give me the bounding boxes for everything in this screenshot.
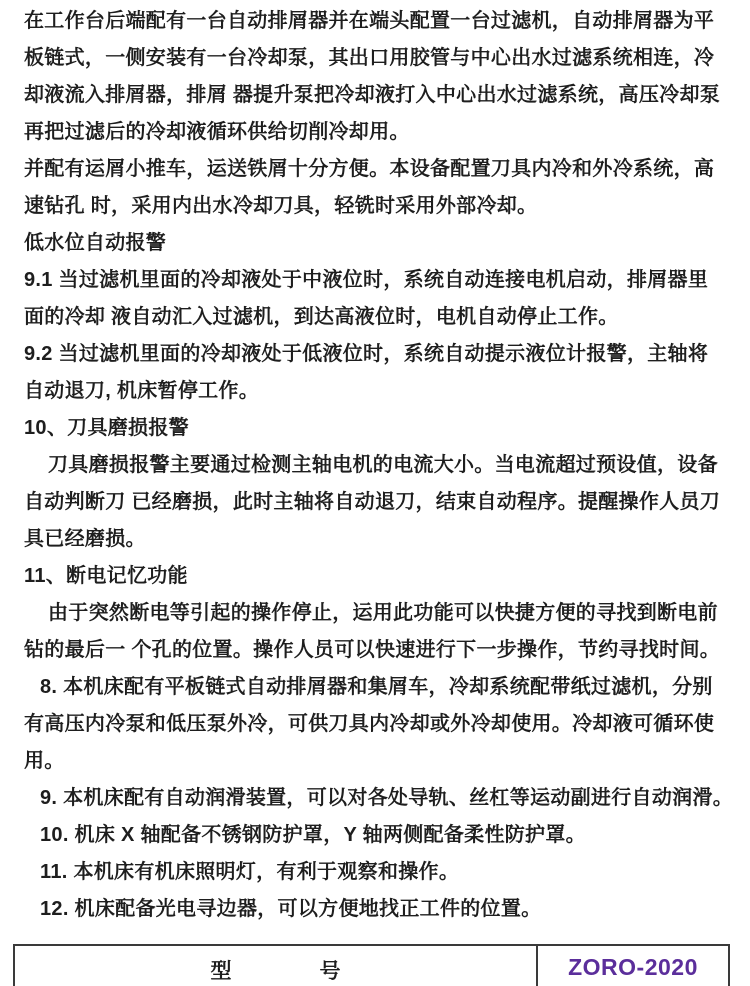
text-line: 10. 机床 X 轴配备不锈钢防护罩，Y 轴两侧配备柔性防护罩。	[40, 824, 586, 846]
model-label-cell	[15, 946, 538, 986]
text-line: 自动退刀, 机床暂停工作。	[24, 380, 260, 402]
text-line: 在工作台后端配有一台自动排屑器并在端头配置一台过滤机，自动排屑器为平	[24, 10, 715, 32]
model-table	[13, 944, 730, 986]
text-line: 具已经磨损。	[24, 528, 146, 550]
text-line: 有高压内冷泵和低压泵外冷，可供刀具内冷却或外冷却使用。冷却液可循环使	[24, 713, 715, 735]
text-line: 再把过滤后的冷却液循环供给切削冷却用。	[24, 121, 410, 143]
text-line: 板链式，一侧安装有一台冷却泵，其出口用胶管与中心出水过滤系统相连，冷	[24, 47, 715, 69]
text-line: 9.2 当过滤机里面的冷却液处于低液位时，系统自动提示液位计报警，主轴将	[24, 343, 709, 365]
text-line: 钻的最后一 个孔的位置。操作人员可以快速进行下一步操作，节约寻找时间。	[24, 639, 721, 661]
text-line: 并配有运屑小推车，运送铁屑十分方便。本设备配置刀具内冷和外冷系统，高	[24, 158, 715, 180]
text-line: 速钻孔 时，采用内出水冷却刀具，轻铣时采用外部冷却。	[24, 195, 538, 217]
text-line: 9. 本机床配有自动润滑装置，可以对各处导轨、丝杠等运动副进行自动润滑。	[40, 787, 734, 809]
text-line: 11、断电记忆功能	[24, 565, 188, 587]
model-value: ZORO-2020	[568, 954, 698, 980]
text-line: 自动判断刀 已经磨损，此时主轴将自动退刀，结束自动程序。提醒操作人员刀	[24, 491, 721, 513]
text-line: 11. 本机床有机床照明灯，有利于观察和操作。	[40, 861, 460, 883]
text-line: 12. 机床配备光电寻边器，可以方便地找正工件的位置。	[40, 898, 542, 920]
text-line: 用。	[24, 750, 65, 772]
text-line: 低水位自动报警	[24, 232, 167, 254]
text-line: 8. 本机床配有平板链式自动排屑器和集屑车，冷却系统配带纸过滤机，分别	[40, 676, 713, 698]
text-line: 面的冷却 液自动汇入过滤机，到达高液位时，电机自动停止工作。	[24, 306, 619, 328]
text-line: 10、刀具磨损报警	[24, 417, 189, 439]
text-line: 却液流入排屑器，排屑 器提升泵把冷却液打入中心出水过滤系统，高压冷却泵	[24, 84, 721, 106]
text-line: 9.1 当过滤机里面的冷却液处于中液位时，系统自动连接电机启动，排屑器里	[24, 269, 709, 291]
text-line: 由于突然断电等引起的操作停止，运用此功能可以快捷方便的寻找到断电前	[48, 602, 718, 624]
model-value-cell	[538, 946, 728, 986]
model-label-right: 号	[319, 960, 341, 983]
text-line: 刀具磨损报警主要通过检测主轴电机的电流大小。当电流超过预设值，设备	[48, 454, 718, 476]
model-label-left: 型	[210, 960, 232, 983]
